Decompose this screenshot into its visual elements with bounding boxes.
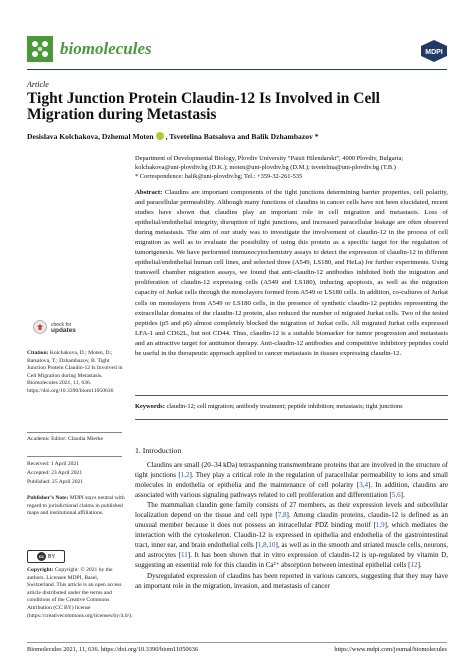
updates-bottom: updates xyxy=(51,327,76,334)
affiliations xyxy=(135,155,435,182)
journal-name: biomolecules xyxy=(60,39,152,58)
note-label: Publisher’s Note: xyxy=(27,495,69,501)
footer-rule xyxy=(27,642,447,643)
citation-link[interactable]: 12 xyxy=(410,561,418,570)
cc-by-license-badge[interactable] xyxy=(27,550,65,563)
accepted-date: Accepted: 23 April 2021 xyxy=(27,470,83,476)
updates-top: check for xyxy=(51,322,72,328)
keywords-label: Keywords: xyxy=(135,403,165,410)
mdpi-logo-icon xyxy=(421,40,447,62)
citation-link[interactable]: 1,2 xyxy=(180,471,190,480)
paragraph-3: Dysregulated expression of claudins has been reported in various cancers, suggesting that they may have an important role in the migration, invasion, and metastasis of cancer xyxy=(135,571,448,590)
article-title: Tight Junction Protein Claudin-12 Is Involved in Cell Migration during Metastasis xyxy=(27,90,380,123)
check-for-updates-icon xyxy=(33,320,47,334)
footer-citation: Biomolecules 2021, 11, 636. https://doi.org/10.3390/biom11050636 xyxy=(27,646,199,653)
affiliation-department: Department of Developmental Biology, Plovdiv University “Paisii Hilendarski”, 4000 Plovdiv, Bulgaria; xyxy=(135,155,404,162)
citation-link[interactable]: 1,8,10 xyxy=(257,541,276,550)
abstract xyxy=(135,188,448,359)
citation-link[interactable]: 5,6 xyxy=(391,491,401,500)
citation-block xyxy=(27,350,125,396)
editor-label: Academic Editor: xyxy=(27,436,67,442)
published-date: Published: 25 April 2021 xyxy=(27,479,84,485)
keywords-rule xyxy=(135,419,448,420)
correspondence: * Correspondence: balik@uni-plovdiv.bg; Tel.: +359-32-261-535 xyxy=(135,172,303,180)
author-list xyxy=(27,132,447,141)
orcid-icon[interactable] xyxy=(156,132,164,140)
cc-icon: cc xyxy=(39,554,45,559)
sidebar-rule xyxy=(27,432,122,433)
section-heading: 1. Introduction xyxy=(135,446,182,455)
paragraph-1: Claudins are small (20–34 kDa) tetraspanning transmembrane proteins that are involved in the structure of tight junctions [1,2]. They play a critical role in the regulation of paracellular permeability to ions and small molecules in endothelia or epithelia and the maintenance of cell polarity [3,4]. In addition, claudins are associated with various signaling pathways related to cell proliferation and differentiation [5,6]. xyxy=(135,461,449,500)
copyright-text: Copyright: © 2021 by the authors. Licensee MDPI, Basel, Switzerland. This article is an open access article distributed under the terms and conditions of the Creative Commons Attribution (CC BY) license (https://creativecommons.org/licenses/by/4.0/). xyxy=(27,567,133,619)
received-date: Received: 1 April 2021 xyxy=(27,461,80,467)
header-rule xyxy=(27,69,447,70)
keywords-text: claudin-12; cell migration; antibody treatment; peptide inhibition; metastasis; tight junctions xyxy=(166,403,403,410)
mdpi-logo-text: MDPI xyxy=(425,49,443,56)
authors-part-2: , Tsvetelina Batsalova and Balik Dzhambazov * xyxy=(165,132,319,141)
introduction-body xyxy=(135,460,448,591)
citation-text: Kolchakova, D.; Moten, D.; Batsalova, T.; Dzhambazov, B. Tight Junction Protein Claudin-12 Is Involved in Cell Migration during Metastasis. Biomolecules 2021, 11, 636. https://doi.org/10.3390/biom11050636 xyxy=(27,350,123,394)
citation-link[interactable]: 3,4 xyxy=(359,481,369,490)
citation-link[interactable]: 7,8 xyxy=(277,511,287,520)
affiliation-emails: kolchakova@uni-plovdiv.bg (D.K.); moten@uni-plovdiv.bg (D.M.); tsvetelina@uni-plovdiv.bg (T.B.) xyxy=(135,163,396,171)
citation-label: Citation: xyxy=(27,350,49,356)
journal-logo-icon xyxy=(27,36,53,62)
note-text: MDPI stays neutral with regard to jurisdictional claims in published maps and institutional affiliations. xyxy=(27,495,125,517)
keywords xyxy=(135,403,448,410)
copyright-block: Copyright: Copyright: © 2021 by the authors. Licensee MDPI, Basel, Switzerland. This article is an open access article distributed under the terms and conditions of the Creative Commons Attribution (CC BY) license (https://creativecommons.org/licenses/by/4.0/). xyxy=(27,567,133,619)
editor-name: Claudia Mierke xyxy=(68,436,103,442)
paragraph-2: The mammalian claudin gene family consists of 27 members, as their expression levels and subcellular localization depend on the tissue and cell type [7,8]. Among claudin proteins, claudin-12 is defined as an unusual member because it does not possess an intracellular PDZ binding motif [1,9], which mediates the interaction with the cytoskeleton. Claudin-12 is expressed in epithelia and endothelia of the gastrointestinal tract, inner ear, and brain endothelial cells [1,8,10], as well as in the smooth and striated muscle cells, neurons, and astrocytes [11]. It has been shown that in vitro expression of claudin-12 is up-regulated by vitamin D, suggesting an essential role for this claudin in Ca²⁺ absorption between intestinal epithelial cells [12]. xyxy=(135,501,448,570)
publisher-note xyxy=(27,495,125,518)
citation-link[interactable]: 11 xyxy=(180,551,188,560)
article-type: Article xyxy=(27,80,49,89)
abstract-label: Abstract: xyxy=(135,189,163,196)
footer-journal-link[interactable]: https://www.mdpi.com/journal/biomolecules xyxy=(334,646,447,653)
cc-text: BY xyxy=(48,553,55,560)
sidebar-rule xyxy=(27,456,122,457)
abstract-text: Claudins are important components of the tight junctions determining barrier properties, cell polarity, and paracellular permeability. Although many functions of claudins in cancer cells have not been elucidated, recent studies have shown that claudins play an important role in cell migration and metastasis. Loss of epithelial/endothelial integrity, disruption of tight junctions, and increased paracellular leakage are often observed during metastasis. The aim of our study was to investigate the involvement of claudin-12 in the process of cell migration as well as to evaluate the possibility of using this protein as a specific target for the regulation of tumorigenesis. We have performed immunocytochemistry assays to detect the expression of claudin-12 in different epithelial/endothelial human cell lines, and selected three (A549, LS180, and HeLa) for further experiments. Using transwell chamber migration assays, we found that anti-claudin-12 antibodies inhibited both the migration and proliferation of claudin-12 expressing cells (A549 and LS180), inducing apoptosis, as well as the migration capacity of Jurkat cells through the monolayers formed from A549 or LS180 cells. In addition, co-cultures of Jurkat cells on monolayers from A549 or LS180 cells, in the presence of synthetic claudin-12 peptides representing the extracellular domains of the claudin-12 protein, also reduced the number of migrated Jurkat cells. Two of the tested peptides (p5 and p6) almost completely blocked the migration of Jurkat cells. All migrated Jurkat cells expressed LFA-1 and CD62L, but not CD44. Thus, claudin-12 is a suitable biomarker for tumor progression and metastasis and an attractive target for antitumor therapy. Anti-claudin-12 antibodies and competitive inhibitory peptides could be useful in the therapeutic approach applied to cancer metastasis in tissues expressing claudin-12. xyxy=(135,189,448,357)
check-for-updates-button[interactable] xyxy=(27,320,87,344)
abstract-rule xyxy=(135,395,448,396)
authors-part-1: Desislava Kolchakova, Dzhemal Moten xyxy=(27,132,154,141)
journal-header xyxy=(27,36,447,66)
academic-editor xyxy=(27,436,125,444)
citation-link[interactable]: 1,9 xyxy=(375,521,385,530)
